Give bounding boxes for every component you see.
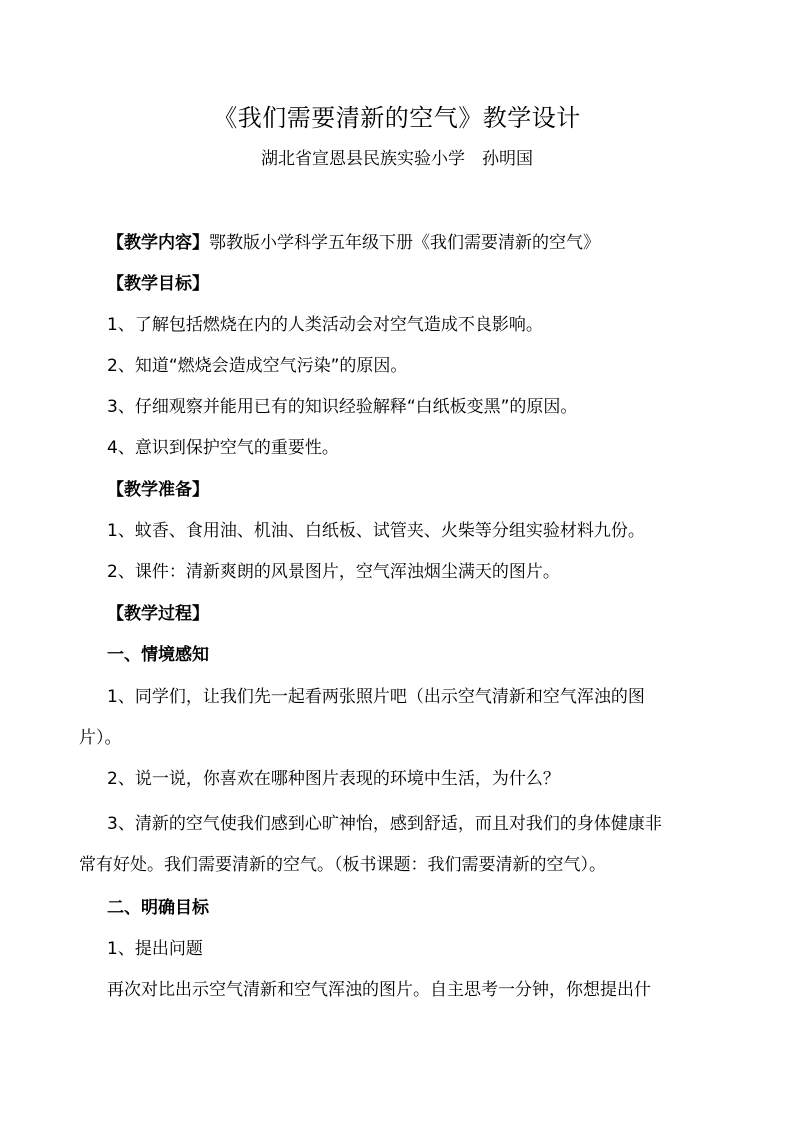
preparation-item-1: 1、蚊香、食用油、机油、白纸板、试管夹、火柴等分组实验材料九份。 [107, 521, 645, 541]
preparation-heading: 【教学准备】 [107, 480, 209, 500]
section1-paragraph1-line1: 1、同学们，让我们先一起看两张照片吧（出示空气清新和空气浑浊的图 [107, 687, 645, 707]
objective-item-1: 1、了解包括燃烧在内的人类活动会对空气造成不良影响。 [107, 315, 543, 335]
section1-paragraph1-line2: 片）。 [79, 728, 122, 748]
objective-item-3: 3、仔细观察并能用已有的知识经验解释“白纸板变黑”的原因。 [107, 397, 578, 417]
section2-paragraph1-line1: 再次对比出示空气清新和空气浑浊的图片。自主思考一分钟，你想提出什 [107, 980, 651, 1000]
teaching-content-label: 【教学内容】 [107, 233, 209, 253]
section2-subheading-1: 1、提出问题 [107, 939, 203, 959]
teaching-content-text: 鄂教版小学科学五年级下册《我们需要清新的空气》 [209, 233, 600, 253]
process-heading: 【教学过程】 [107, 604, 209, 624]
section1-heading: 一、情境感知 [107, 645, 209, 665]
section1-paragraph2: 2、说一说，你喜欢在哪种图片表现的环境中生活，为什么？ [107, 769, 560, 789]
objective-item-2: 2、知道“燃烧会造成空气污染”的原因。 [107, 356, 408, 376]
teaching-content-paragraph [107, 230, 600, 256]
preparation-item-2: 2、课件：清新爽朗的风景图片，空气浑浊烟尘满天的图片。 [107, 562, 560, 582]
document-title: 《我们需要清新的空气》教学设计 [213, 104, 581, 132]
objectives-heading: 【教学目标】 [107, 274, 209, 294]
section1-paragraph3-line2: 常有好处。我们需要清新的空气。（板书课题：我们需要清新的空气）。 [79, 855, 606, 875]
section1-paragraph3-line1: 3、清新的空气使我们感到心旷神怡，感到舒适，而且对我们的身体健康非 [107, 814, 662, 834]
section2-heading: 二、明确目标 [107, 898, 209, 918]
author-line: 湖北省宣恩县民族实验小学 孙明国 [261, 149, 533, 169]
objective-item-4: 4、意识到保护空气的重要性。 [107, 438, 339, 458]
